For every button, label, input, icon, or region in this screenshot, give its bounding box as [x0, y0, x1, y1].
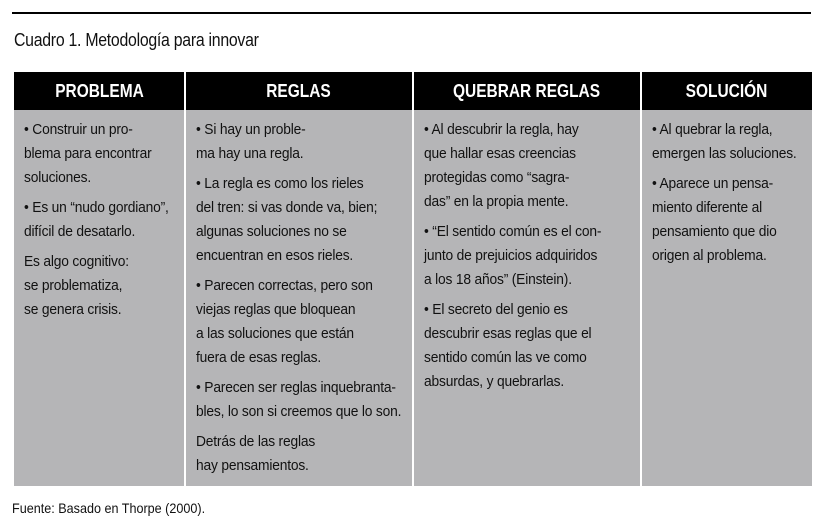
- header-label: PROBLEMA: [54, 80, 144, 101]
- cell-problema: [14, 110, 184, 486]
- cell-paragraph: [424, 118, 614, 214]
- cell-line: absurdas, y quebrarlas.: [424, 373, 564, 390]
- cell-line: • “El sentido común es el con-: [424, 223, 602, 240]
- cell-paragraph: [196, 118, 386, 166]
- header-problema: [14, 72, 184, 110]
- methodology-table: [14, 72, 811, 486]
- cell-line: pensamiento que dio: [652, 223, 777, 240]
- cell-paragraph: [24, 118, 162, 190]
- cell-paragraph: [652, 172, 790, 268]
- cell-line: se genera crisis.: [24, 301, 122, 318]
- cell-paragraph: [24, 196, 169, 244]
- cell-line: • Si hay un proble-: [196, 121, 306, 138]
- header-quebrar-reglas: [414, 72, 640, 110]
- header-label: REGLAS: [266, 80, 332, 101]
- cell-line: blema para encontrar: [24, 145, 152, 162]
- cell-paragraph: [24, 250, 162, 322]
- cell-paragraph: [652, 118, 797, 166]
- cell-paragraph: [196, 376, 402, 424]
- cell-line: que hallar esas creencias: [424, 145, 576, 162]
- cell-line: • Construir un pro-: [24, 121, 133, 138]
- source-note: Fuente: Basado en Thorpe (2000).: [12, 500, 206, 516]
- cell-line: encuentran en esos rieles.: [196, 247, 354, 264]
- cell-reglas: [186, 110, 412, 486]
- cell-line: viejas reglas que bloquean: [196, 301, 356, 318]
- cell-line: • La regla es como los rieles: [196, 175, 364, 192]
- cell-line: a los 18 años” (Einstein).: [424, 271, 572, 288]
- header-solucion: [642, 72, 812, 110]
- cell-line: • Al descubrir la regla, hay: [424, 121, 579, 138]
- cell-line: protegidas como “sagra-: [424, 169, 570, 186]
- cell-line: hay pensamientos.: [196, 457, 309, 474]
- header-label: SOLUCIÓN: [686, 80, 768, 101]
- cell-paragraph: [424, 298, 614, 394]
- cell-line: algunas soluciones no se: [196, 223, 347, 240]
- header-reglas: [186, 72, 412, 110]
- cell-line: se problematiza,: [24, 277, 123, 294]
- cell-line: • Al quebrar la regla,: [652, 121, 773, 138]
- cell-line: fuera de esas reglas.: [196, 349, 322, 366]
- cell-line: junto de prejuicios adquiridos: [424, 247, 598, 264]
- header-label: QUEBRAR REGLAS: [453, 80, 601, 101]
- cell-line: • El secreto del genio es: [424, 301, 568, 318]
- cell-line: soluciones.: [24, 169, 92, 186]
- cell-line: das” en la propia mente.: [424, 193, 569, 210]
- cell-line: • Aparece un pensa-: [652, 175, 774, 192]
- cell-quebrar-reglas: [414, 110, 640, 486]
- cell-line: miento diferente al: [652, 199, 763, 216]
- cell-line: Detrás de las reglas: [196, 433, 316, 450]
- cell-line: origen al problema.: [652, 247, 767, 264]
- cell-line: ma hay una regla.: [196, 145, 304, 162]
- cell-line: bles, lo son si creemos que lo son.: [196, 403, 402, 420]
- cell-line: del tren: si vas donde va, bien;: [196, 199, 378, 216]
- cell-line: a las soluciones que están: [196, 325, 354, 342]
- cell-paragraph: [196, 172, 386, 268]
- table-caption: Cuadro 1. Metodología para innovar: [14, 30, 259, 50]
- cell-line: • Es un “nudo gordiano”,: [24, 199, 169, 216]
- column-solucion: [642, 72, 812, 486]
- cell-line: emergen las soluciones.: [652, 145, 797, 162]
- cell-paragraph: [424, 220, 614, 292]
- cell-solucion: [642, 110, 812, 486]
- cell-paragraph: [196, 430, 386, 478]
- cell-line: • Parecen ser reglas inquebranta-: [196, 379, 396, 396]
- cell-line: difícil de desatarlo.: [24, 223, 136, 240]
- column-reglas: [186, 72, 412, 486]
- column-problema: [14, 72, 184, 486]
- column-quebrar-reglas: [414, 72, 640, 486]
- top-rule: [12, 12, 811, 14]
- cell-line: sentido común las ve como: [424, 349, 587, 366]
- cell-paragraph: [196, 274, 386, 370]
- cell-line: Es algo cognitivo:: [24, 253, 129, 270]
- cell-line: descubrir esas reglas que el: [424, 325, 592, 342]
- cell-line: • Parecen correctas, pero son: [196, 277, 373, 294]
